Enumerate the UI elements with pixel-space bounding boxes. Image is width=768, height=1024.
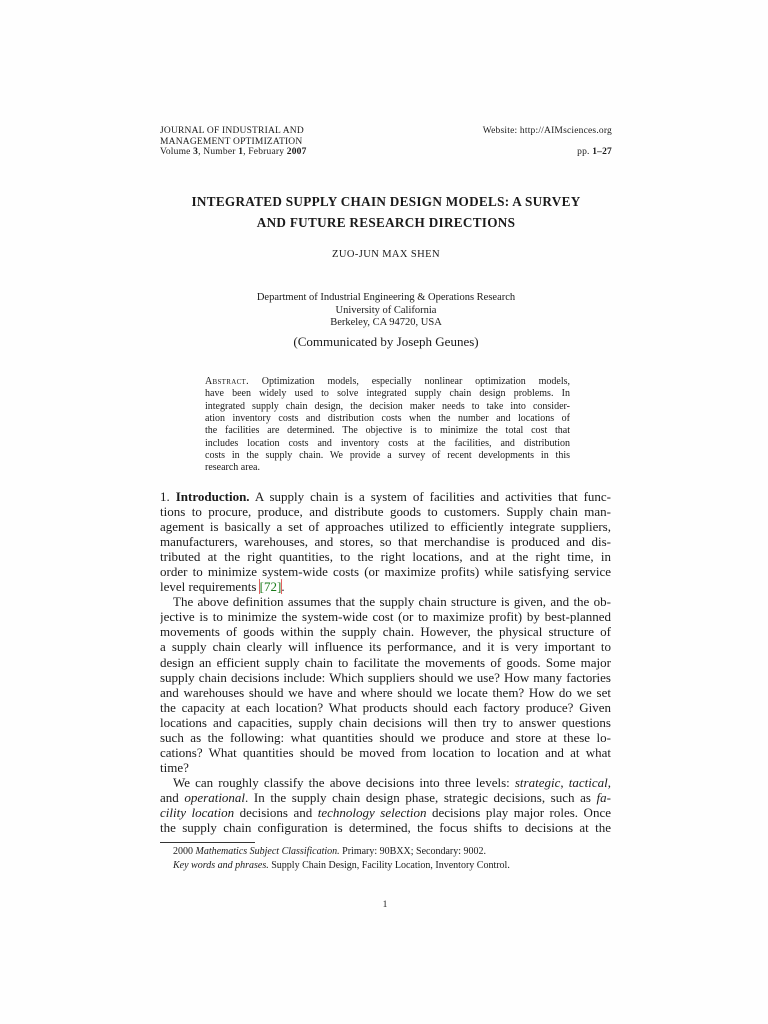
msc-label: Mathematics Subject Classification.	[195, 846, 340, 857]
title-line2: AND FUTURE RESEARCH DIRECTIONS	[256, 215, 516, 230]
paragraph-line: movements of goods within the supply chain. However, the physical structure of	[160, 624, 611, 640]
paragraph-text: A supply chain is a system of facilities and activities that func-	[249, 489, 611, 504]
paragraph-line: the supply chain configuration is determined, the focus shifts to decisions at the	[160, 820, 611, 836]
communicated-by: (Communicated by Joseph Geunes)	[293, 334, 479, 349]
page-number: 1	[382, 900, 388, 910]
affiliation-line1: Department of Industrial Engineering & Operations Research	[256, 292, 516, 303]
keywords-value: Supply Chain Design, Facility Location, Inventory Control.	[268, 860, 510, 871]
page-range	[577, 147, 612, 158]
volume-prefix: Volume	[160, 147, 194, 157]
paragraph-line: manufacturers, warehouses, and stores, so that merchandise is produced and dis-	[160, 534, 611, 550]
affiliation-line3: Berkeley, CA 94720, USA	[330, 317, 442, 328]
paragraph-line	[160, 805, 611, 820]
paragraph-line: tributed at the right quantities, to the right locations, and at the right time, in	[160, 549, 611, 565]
body-text	[160, 489, 611, 835]
paragraph-text: level requirements	[160, 579, 260, 595]
paragraph-text: and	[160, 789, 185, 805]
title-line1: INTEGRATED SUPPLY CHAIN DESIGN MODELS: A SURVEY	[191, 194, 581, 209]
website: Website: http://AIMsciences.org	[482, 126, 612, 136]
journal-name-line1: JOURNAL OF INDUSTRIAL AND	[160, 126, 304, 136]
paragraph-line: and warehouses should we have and where should we locate them? How do we set	[160, 684, 611, 700]
paragraph-text: We can roughly classify the above decisions into three levels:	[173, 774, 515, 790]
paragraph-line	[160, 579, 611, 594]
abstract-line: the facilities are determined. The objective is to minimize the total cost that	[205, 425, 570, 437]
paragraph-line: design an efficient supply chain to facilitate the movements of goods. Some major	[160, 654, 611, 670]
paper-title	[130, 191, 642, 233]
paragraph-line: The above definition assumes that the supply chain structure is given, and the ob-	[173, 594, 611, 610]
paragraph-text: ,	[560, 774, 569, 790]
abstract-line	[205, 376, 570, 388]
paragraph-line: such as the following: what quantities should we produce and store at these lo-	[160, 729, 611, 745]
paragraph-line: a supply chain clearly will influence its performance, and it is very important to	[160, 639, 611, 655]
paragraph-text: . In the supply chain design phase, strategic decisions, such as	[245, 789, 597, 805]
keywords-footnote	[160, 859, 612, 873]
msc-year: 2000	[173, 846, 196, 857]
abstract-line: costs in the supply chain. We provide a survey of recent developments in this	[205, 450, 570, 462]
paragraph-text: .	[281, 579, 285, 595]
paragraph-line	[160, 775, 611, 790]
affiliation-line2: University of California	[335, 304, 437, 316]
paragraph-line: the capacity at each location? What products should each factory produce? Given	[160, 699, 611, 715]
emphasis-tactical: tactical	[568, 774, 608, 790]
paragraph-line: cations? What quantities should be moved from location to location and at what	[160, 744, 611, 760]
msc-footnote	[160, 845, 612, 859]
section-heading-line	[160, 489, 611, 504]
emphasis-strategic: strategic	[514, 774, 561, 790]
abstract-label: Abstract.	[205, 376, 249, 387]
pages-prefix: pp.	[577, 147, 593, 157]
year: 2007	[286, 147, 307, 157]
pages-range-value: 1–27	[592, 147, 612, 157]
abstract-text: Optimization models, especially nonlinear optimization models,	[248, 376, 570, 387]
emphasis-facility: fa-	[596, 789, 611, 805]
section-number: 1.	[160, 489, 170, 504]
paragraph-line: order to minimize system-wide costs (or maximize profits) while satisfying service	[160, 564, 611, 580]
footnote-rule	[160, 842, 255, 843]
date-prefix: , February	[243, 147, 287, 157]
number-prefix: , Number	[198, 147, 239, 157]
paragraph-line: locations and capacities, supply chain decisions will then try to answer questions	[160, 714, 611, 730]
section-title: Introduction.	[175, 489, 250, 504]
emphasis-operational: operational	[184, 789, 246, 805]
paragraph-text: decisions and	[234, 804, 318, 820]
journal-name-line2: MANAGEMENT OPTIMIZATION	[160, 136, 303, 147]
affiliation	[130, 292, 642, 330]
author: ZUO-JUN MAX SHEN	[332, 249, 440, 260]
abstract-line: integrated supply chain design, the decision maker needs to take into consider-	[205, 400, 570, 412]
footnote	[160, 845, 612, 873]
volume-number: 3	[193, 147, 199, 157]
paragraph-line: time?	[160, 759, 189, 775]
paragraph-text: decisions play major roles. Once	[426, 804, 611, 820]
emphasis-facility-location: cility location	[160, 804, 235, 820]
abstract-line: research area.	[205, 462, 260, 474]
journal-info	[160, 126, 400, 158]
paragraph-line: tions to procure, produce, and distribute goods to customers. Supply chain man-	[160, 504, 611, 520]
abstract-line: includes location costs and inventory costs at the facilities, and distribution	[205, 437, 570, 449]
volume-line	[160, 147, 400, 158]
paragraph-line	[160, 790, 611, 805]
msc-value: Primary: 90BXX; Secondary: 9002.	[339, 846, 487, 857]
keywords-label: Key words and phrases.	[173, 860, 269, 871]
emphasis-technology-selection: technology selection	[317, 804, 427, 820]
issue-number: 1	[238, 147, 244, 157]
abstract-line: ation inventory costs and distribution costs when the number and locations of	[205, 413, 570, 425]
abstract-line: have been widely used to solve integrated supply chain design problems. In	[205, 388, 570, 400]
paragraph-line: agement is basically a set of approaches utilized to efficiently integrate suppliers,	[160, 519, 611, 535]
abstract	[205, 376, 570, 475]
paragraph-text: ,	[607, 774, 611, 790]
citation-link[interactable]: [72]	[259, 579, 282, 595]
paragraph-line: jective is to minimize the system-wide cost (or to maximize profit) by best-planned	[160, 609, 611, 625]
paragraph-line: supply chain decisions include: Which suppliers should we use? How many factories	[160, 669, 611, 685]
